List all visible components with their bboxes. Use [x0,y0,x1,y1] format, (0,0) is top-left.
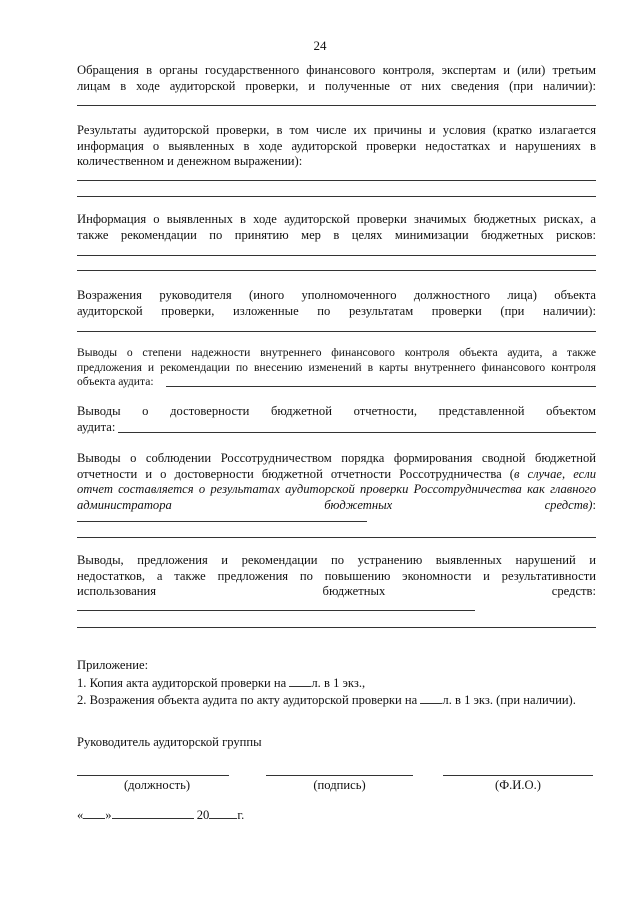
page-number: 24 [313,38,327,53]
section-internal-control-line: Выводы о степени надежности внутреннего финансового контроля объекта аудита, а также [77,346,596,359]
section-results-line: Результаты аудиторской проверки, в том числе их причины и условия (кратко излагается [77,123,596,137]
section-objections-line: Возражения руководителя (иного уполномоченного должностного лица) объекта [77,288,596,302]
attachments-title: Приложение: [77,658,149,672]
section-objections-line: аудиторской проверки, изложенные по результатам проверки (при наличии): [77,303,596,318]
fill-line[interactable] [77,610,475,611]
section-consolidated-line: отчетности и о достоверности бюджетной отчетности Россотрудничества (в случае, если [77,466,596,481]
position-field[interactable] [77,775,229,776]
fill-line[interactable] [77,627,596,628]
full-name-caption: (Ф.И.О.) [495,778,541,792]
fill-line[interactable] [77,521,367,522]
pages-count-field[interactable] [420,691,442,704]
section-objections [77,288,596,319]
group-leader-label: Руководитель аудиторской группы [77,735,262,749]
month-field[interactable] [112,806,194,819]
day-field[interactable] [83,806,105,819]
section-results-line: количественном и денежном выражении): [77,154,303,169]
section-risks [77,212,596,243]
fill-line[interactable] [77,255,596,256]
section-reporting-reliability [77,404,596,435]
section-internal-control-line: предложения и рекомендации по внесению изменений в карты внутреннего финансового контроля [77,360,596,374]
fill-line[interactable] [118,432,596,433]
year-field[interactable] [209,806,237,819]
fill-line[interactable] [77,270,596,271]
fill-line[interactable] [77,331,596,332]
section-reporting-line: аудита: [77,419,116,434]
section-appeals-line: лицам в ходе аудиторской проверки, и полученные от них сведения (при наличии): [77,78,596,93]
section-internal-control [77,346,596,390]
section-consolidated-line: Выводы о соблюдении Россотрудничеством порядка формирования сводной бюджетной [77,451,596,465]
section-consolidated-line: отчет составляется о результатах аудиторской проверки Россотрудничества как главного [77,482,596,497]
section-results [77,123,596,170]
section-appeals [77,63,596,94]
pages-count-field[interactable] [289,674,311,687]
section-appeals-line: Обращения в органы государственного финансового контроля, экспертам и (или) третьим [77,63,596,77]
full-name-field[interactable] [443,775,593,776]
section-recommendations [77,553,596,600]
section-risks-line: Информация о выявленных в ходе аудиторской проверки значимых бюджетных рисках, а [77,212,596,226]
section-reporting-line: Выводы о достоверности бюджетной отчетности, представленной объектом [77,404,596,418]
fill-line[interactable] [77,105,596,106]
section-internal-control-line: объекта аудита: [77,375,154,389]
attachment-item: 2. Возражения объекта аудита по акту аудиторской проверки на л. в 1 экз. (при наличии). [77,693,576,708]
fill-line[interactable] [166,386,596,387]
section-recommendations-line: недостатков, а также предложения по повышению экономности и результативности [77,568,596,583]
section-recommendations-line: использования бюджетных средств: [77,584,596,599]
date-line: « » 20 г. [77,808,245,822]
section-recommendations-line: Выводы, предложения и рекомендации по устранению выявленных нарушений и [77,553,596,567]
section-risks-line: также рекомендации по принятию мер в целях минимизации бюджетных рисков: [77,227,596,242]
position-caption: (должность) [123,778,191,792]
fill-line[interactable] [77,196,596,197]
fill-line[interactable] [77,537,596,538]
section-consolidated-line: администратора бюджетных средств): [77,497,596,512]
signature-caption: (подпись) [313,778,366,792]
section-consolidated-reporting [77,451,596,513]
section-results-line: информация о выявленных в ходе аудиторской проверки недостатках и нарушениях в [77,138,596,153]
signature-field[interactable] [266,775,413,776]
attachments [77,658,596,709]
fill-line[interactable] [77,180,596,181]
attachment-item: 1. Копия акта аудиторской проверки на л. в 1 экз., [77,675,366,690]
